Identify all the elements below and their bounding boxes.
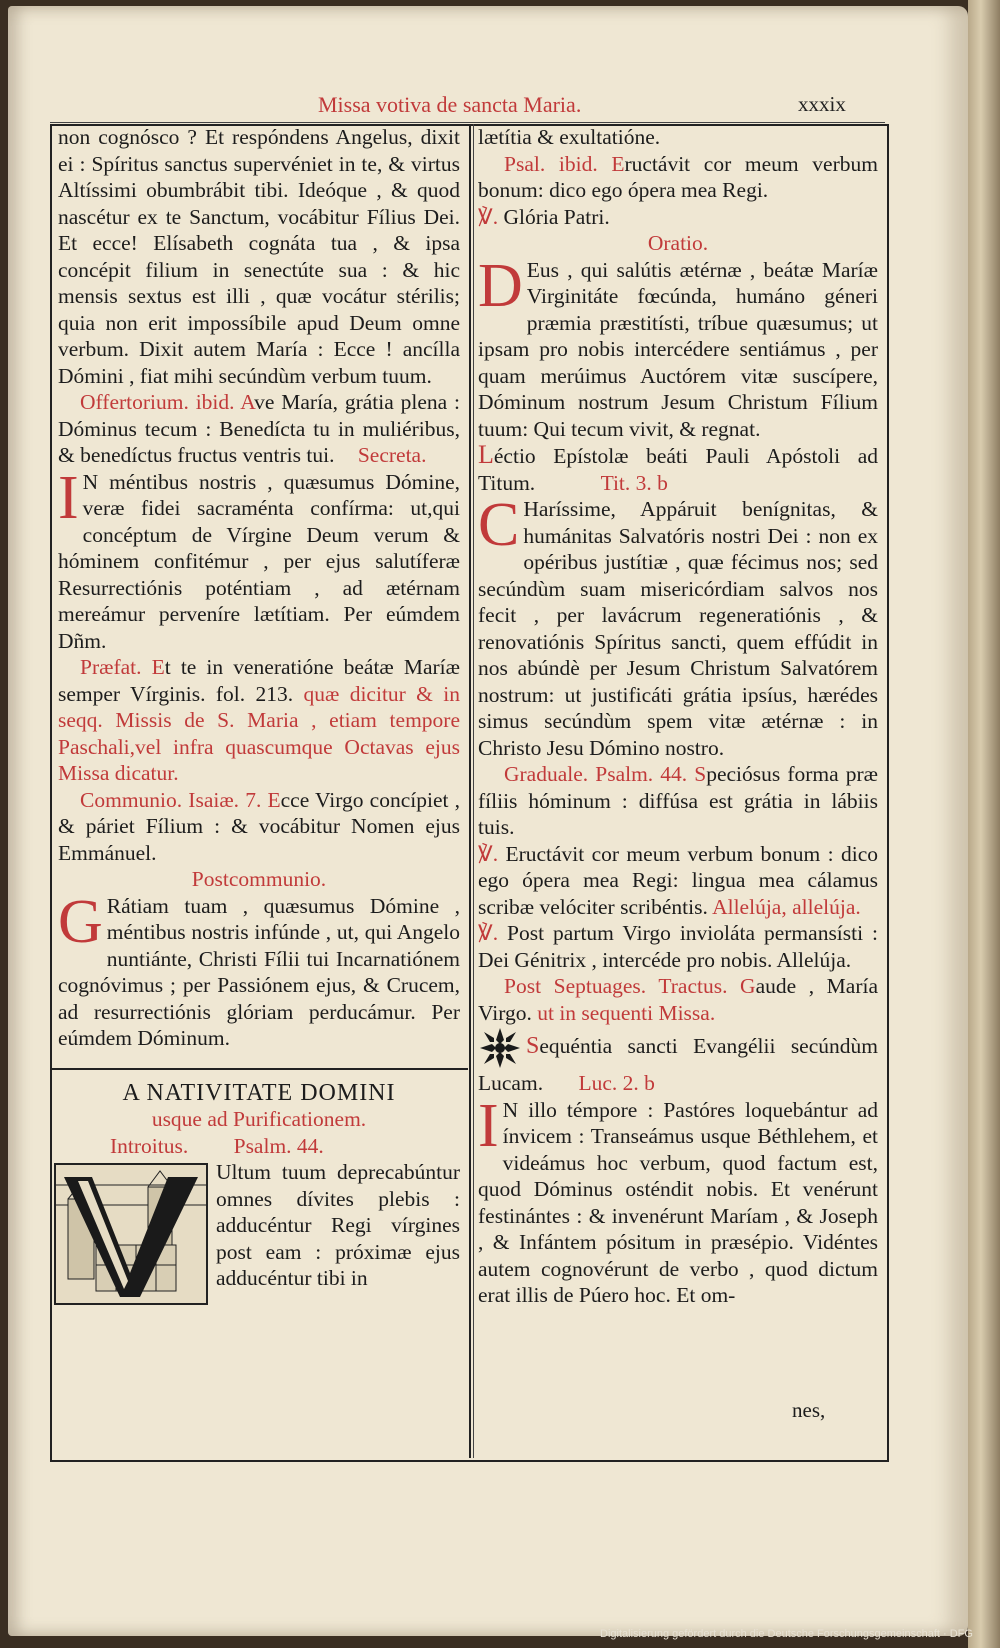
psalm-verse <box>478 151 878 204</box>
top-rule <box>50 122 885 123</box>
woodcut-v-icon <box>56 1165 206 1303</box>
fleuron-icon <box>478 1026 522 1070</box>
lectio-initial: L <box>478 440 494 469</box>
versicle-icon: ℣. <box>478 921 499 945</box>
praefatio-text: t te in veneratióne beátæ Maríæ semper Vírginis. fol. 213. <box>58 655 460 706</box>
gospel-heading <box>478 1026 878 1097</box>
secreta-label: Secreta. <box>357 443 427 467</box>
lectio-heading <box>478 442 878 496</box>
introitus-heading <box>58 1133 460 1160</box>
gloria <box>478 204 878 231</box>
praefatio <box>58 654 460 787</box>
tractus-label: Post Septuages. Tractus. G <box>504 974 756 998</box>
versicle-1 <box>478 841 878 921</box>
column-rule <box>469 124 471 1458</box>
woodcut-initial-v <box>54 1163 208 1305</box>
running-title: Missa votiva de sancta Maria. <box>318 92 582 117</box>
introitus-label: Introitus. <box>110 1133 189 1158</box>
lectio-text: éctio Epístolæ beáti Pauli Apóstoli ad Titum. <box>478 444 878 495</box>
introitus-text: Ultum tuum deprecabúntur omnes dívites plebis : adducéntur Regi vírgines post eam : próximæ ejus adducéntur tibi in <box>216 1160 460 1290</box>
secreta-text: N méntibus nostris , quæsumus Dómine, veræ fidei sacraménta confírma: ut,qui concéptum de Vírgine Deum verum & hóminem confitémur , per ejus salutíferæ Resurrectiónis poténtiam , ad ætérnam mereámur perveníre lætítiam. Per eúmdem Dñm. <box>58 469 460 653</box>
gospel-head-text: equéntia sancti Evangélii secúndùm Lucam. <box>478 1033 878 1095</box>
psalm-label: Psal. ibid. E <box>504 151 625 176</box>
praefatio-note: quæ dicitur & in seqq. Missis de S. Maria , etiam tempore Paschali,vel infra quascumque Octavas ejus Missa dicatur. <box>58 681 460 785</box>
tractus-text: aude , María Virgo. <box>478 974 879 1025</box>
psalm-text: ructávit cor meum verbum bonum: dico ego ópera mea Regi. <box>478 151 878 202</box>
digitization-credit: Digitalisierung gefördert durch die Deutsche Forschungsgemeinschaft · DFG <box>600 1628 973 1640</box>
section-divider <box>50 1068 468 1070</box>
gospel <box>478 1091 878 1309</box>
epistle-initial: C <box>478 491 520 559</box>
versicle-icon: ℣. <box>478 841 499 866</box>
introitus <box>58 1159 460 1292</box>
folio-number: xxxix <box>798 92 846 116</box>
tractus-note: ut in sequenti Missa. <box>537 1000 716 1025</box>
gospel-text: N illo témpore : Pastóres loquebántur ad ínvicem : Transeámus usque Béthlehem, et videámus hoc verbum, quod factum est, quod Dóminus osténdit nobis. Et venérunt festinántes : & invenérunt Maríam , & Joseph , & Infántem pósitum in præsépio. Vidéntes autem cognovérunt de verbo , quod dictum erat illis de Púero hoc. Et om- <box>478 1097 878 1307</box>
graduale <box>478 761 878 841</box>
right-column <box>478 124 878 1309</box>
gospel-head-initial: S <box>526 1032 540 1059</box>
offertory <box>58 389 460 469</box>
secreta <box>58 463 460 655</box>
offertory-label: Offertorium. ibid. A <box>80 390 255 414</box>
oratio-initial: D <box>478 251 523 320</box>
communio-text: cce Virgo concípiet , & páriet Fílium : & vocábitur Nomen ejus Emmánuel. <box>58 787 460 865</box>
communio-label: Communio. Isaiæ. 7. E <box>80 787 281 812</box>
introitus-ref: Psalm. 44. <box>233 1133 324 1158</box>
versicle-icon: ℣. <box>478 204 499 229</box>
section-title: A NATIVITATE DOMINI <box>122 1079 396 1106</box>
communio <box>58 787 460 867</box>
oratio-text: Eus , qui salútis ætérnæ , beátæ Maríæ Virginitáte fœcúnda, humáno géneri præmia præstitísti, tríbue quæsumus; ut ipsam pro nobis intercédere sentiámus , per quam merúimus Auctórem vitæ suscípere, Dóminum nostrum Jesum Christum Fílium tuum: Qui tecum vivit, & regnat. <box>478 257 878 441</box>
postcommunio-initial: G <box>58 887 103 956</box>
versicle-2 <box>478 920 878 973</box>
postcommunio <box>58 887 460 1052</box>
secreta-initial: I <box>58 463 79 532</box>
left-column <box>58 124 460 1305</box>
gospel-ref: Luc. 2. b <box>578 1071 655 1095</box>
gospel-initial: I <box>478 1091 499 1160</box>
introitus-continuation: lætítia & exultatióne. <box>478 125 661 149</box>
column-rule-inner <box>473 124 474 1458</box>
lectio-ref: Tit. 3. b <box>600 470 668 495</box>
oratio <box>478 251 878 443</box>
versicle-2-text: Post partum Virgo invioláta permansísti : Dei Génitrix , intercéde pro nobis. Allelúja. <box>478 921 878 972</box>
oratio-heading: Oratio. <box>647 231 709 255</box>
postcommunio-heading: Postcommunio. <box>191 867 327 891</box>
versicle-1-text: Eructávit cor meum verbum bonum : dico ego ópera mea Regi: lingua mea cálamus scribæ velóciter scribéntis. <box>478 841 878 919</box>
epistle-text: Haríssime, Appáruit benígnitas, & humánitas Salvatóris nostri Dei : non ex opéribus justítiæ , quæ fécimus nos; sed secúndùm suam misericórdiam salvos nos fecit , per lavácrum regeneratiónis , & renovatiónis Spíritus sancti, quem effúdit in nos abúndè per Jesum Christum Salvatórem nostrum: ut justificáti grátia ipsíus, hærédes simus secúndùm spem vitæ ætérnæ : in Christo Jesu Dómino nostro. <box>478 497 878 760</box>
gospel-continuation: non cognósco ? Et respóndens Angelus, dixit ei : Spíritus sanctus supervéniet in te, & virtus Altíssimi obumbrábit tibi. Ideóque , & quod nascétur ex te Sanctum, vocábitur Fílius Dei. Et ecce! Elísabeth cognáta tua , & ipsa concépit filium in senectúte sua : & hic mensis sextus est illi , quæ vocátur stérilis; quia non erit impossíbile apud Deum omne verbum. Dixit autem María : Ecce ! ancílla Dómini , fiat mihi secúndùm verbum tuum. <box>58 125 460 388</box>
graduale-label: Graduale. Psalm. 44. S <box>504 762 707 786</box>
page-edge <box>968 0 1000 1648</box>
catchword: nes, <box>792 1398 826 1422</box>
alleluia: Allelúja, allelúja. <box>712 894 861 919</box>
graduale-text: peciósus forma præ fíliis hóminum : diffúsa est grátia in lábiis tuis. <box>478 762 878 839</box>
page-header <box>0 92 1000 126</box>
praefatio-label: Præfat. E <box>80 655 165 679</box>
offertory-text: ve María, grátia plena : Dóminus tecum : Benedícta tu in muliéribus, & benedíctus fructus ventris tui. <box>58 390 460 467</box>
epistle <box>478 491 878 761</box>
section-subtitle: usque ad Purificationem. <box>151 1107 367 1131</box>
tractus <box>478 973 878 1026</box>
postcommunio-text: Rátiam tuam , quæsumus Dómine , méntibus nostris infúnde , ut, qui Angelo nuntiánte, Christi Fílii tui Incarnatiónem cognóvimus ; per Passiónem ejus, & Crucem, ad resurrectiónis glóriam perducámur. Per eúmdem Dóminum. <box>58 893 460 1050</box>
gloria-text: Glória Patri. <box>503 204 610 229</box>
